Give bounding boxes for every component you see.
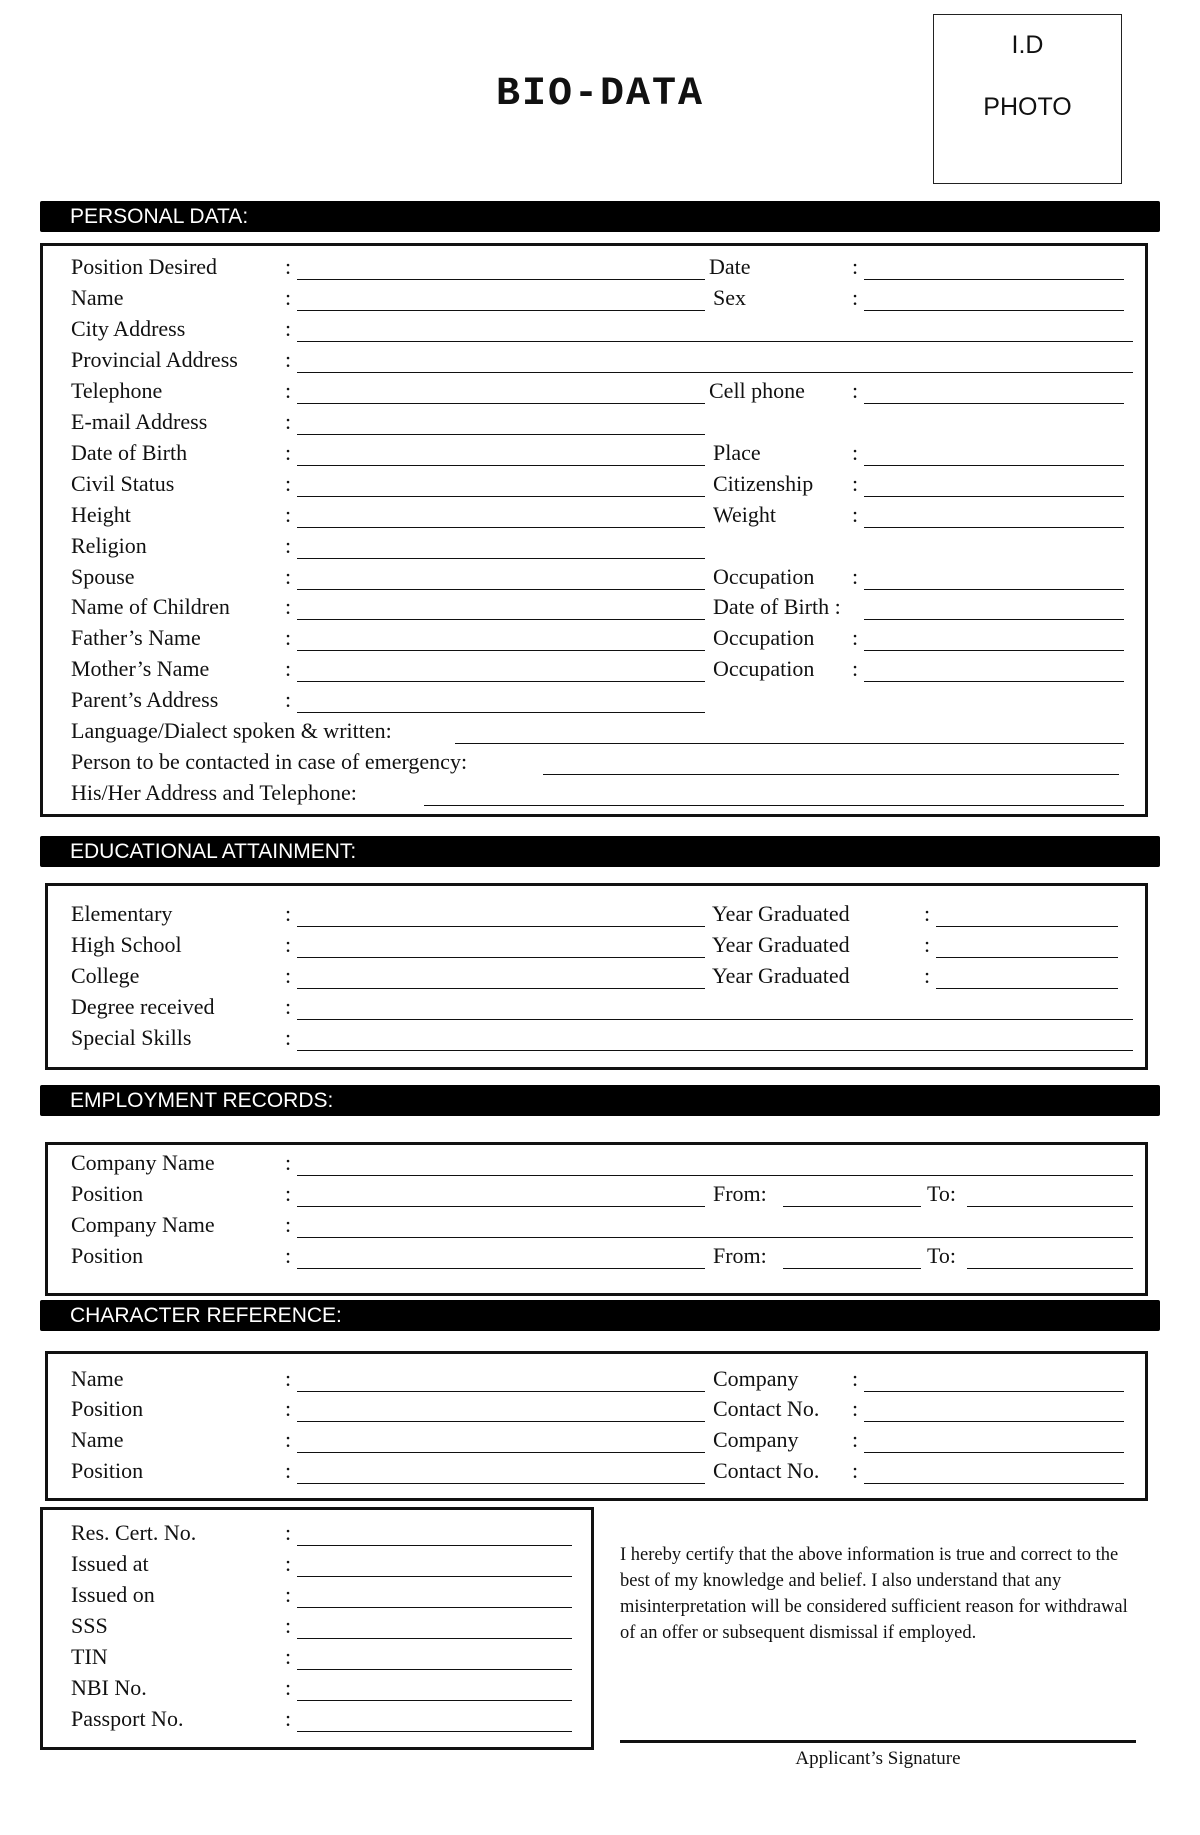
colon: : — [285, 1582, 292, 1607]
label-reference-company-1: Company — [713, 1366, 799, 1391]
field-email[interactable] — [297, 434, 705, 435]
label-elementary: Elementary — [71, 901, 173, 926]
colon: : — [285, 656, 292, 681]
signature-line[interactable] — [620, 1740, 1136, 1743]
colon: : — [285, 285, 292, 310]
section-header-employment-records: EMPLOYMENT RECORDS: — [40, 1085, 1160, 1116]
field-reference-position-2[interactable] — [297, 1483, 705, 1484]
colon: : — [285, 1675, 292, 1700]
label-emergency-contact: Person to be contacted in case of emergency: — [71, 749, 468, 774]
label-date: Date — [709, 254, 751, 279]
label-religion: Religion — [71, 533, 147, 558]
field-sex[interactable] — [864, 310, 1124, 311]
photo-label-line2: PHOTO — [983, 93, 1072, 121]
label-issued-on: Issued on — [71, 1582, 155, 1607]
label-special-skills: Special Skills — [71, 1025, 192, 1050]
label-email: E-mail Address — [71, 409, 208, 434]
field-to-2[interactable] — [967, 1268, 1133, 1269]
field-reference-contact-2[interactable] — [864, 1483, 1124, 1484]
label-name: Name — [71, 285, 124, 310]
label-passport-no: Passport No. — [71, 1706, 184, 1731]
section-header-personal-data: PERSONAL DATA: — [40, 201, 1160, 232]
field-cell-phone[interactable] — [864, 403, 1124, 404]
field-citizenship[interactable] — [864, 496, 1124, 497]
colon: : — [285, 1212, 292, 1237]
label-year-graduated-high-school: Year Graduated — [712, 932, 850, 957]
photo-label-line1: I.D — [1011, 31, 1044, 59]
colon: : — [924, 932, 931, 957]
label-reference-name-1: Name — [71, 1366, 124, 1391]
field-reference-name-1[interactable] — [297, 1391, 705, 1392]
label-to-2: To: — [927, 1243, 957, 1268]
label-tin: TIN — [71, 1644, 108, 1669]
colon: : — [285, 1025, 292, 1050]
education-box — [45, 883, 1148, 1070]
field-children-date-of-birth[interactable] — [864, 619, 1124, 620]
field-year-graduated-college[interactable] — [936, 988, 1118, 989]
field-year-graduated-high-school[interactable] — [936, 957, 1118, 958]
field-from-1[interactable] — [783, 1206, 921, 1207]
reference-box — [45, 1351, 1148, 1501]
label-from-2: From: — [713, 1243, 767, 1268]
colon: : — [285, 1366, 292, 1391]
colon: : — [285, 594, 292, 619]
field-nbi-no[interactable] — [297, 1700, 572, 1701]
certification-statement: I hereby certify that the above information is true and correct to the best of my knowledge and belief. I also understand that any misinterpretation will be considered sufficient reason for withdrawal of an offer or subsequent dismissal if employed. — [620, 1545, 1128, 1643]
section-header-educational-attainment: EDUCATIONAL ATTAINMENT: — [40, 836, 1160, 867]
field-language[interactable] — [455, 743, 1124, 744]
colon: : — [285, 1458, 292, 1483]
colon: : — [285, 502, 292, 527]
colon: : — [924, 901, 931, 926]
label-position-1: Position — [71, 1181, 144, 1206]
colon: : — [285, 687, 292, 712]
label-spouse: Spouse — [71, 564, 135, 589]
colon: : — [285, 564, 292, 589]
field-reference-position-1[interactable] — [297, 1421, 705, 1422]
colon: : — [285, 625, 292, 650]
field-emergency-contact[interactable] — [543, 774, 1119, 775]
field-reference-company-2[interactable] — [864, 1452, 1124, 1453]
field-sss[interactable] — [297, 1638, 572, 1639]
colon: : — [285, 1427, 292, 1452]
field-height[interactable] — [297, 527, 705, 528]
colon: : — [852, 1366, 859, 1391]
colon: : — [285, 1644, 292, 1669]
label-name-of-children: Name of Children — [71, 594, 230, 619]
label-college: College — [71, 963, 140, 988]
label-citizenship: Citizenship — [713, 471, 814, 496]
label-reference-name-2: Name — [71, 1427, 124, 1452]
label-weight: Weight — [713, 502, 776, 527]
field-date-of-birth[interactable] — [297, 465, 705, 466]
field-city-address[interactable] — [297, 341, 1133, 342]
label-issued-at: Issued at — [71, 1551, 149, 1576]
colon: : — [285, 963, 292, 988]
field-special-skills[interactable] — [297, 1050, 1133, 1051]
field-degree-received[interactable] — [297, 1019, 1133, 1020]
colon: : — [852, 1458, 859, 1483]
label-from-1: From: — [713, 1181, 767, 1206]
label-children-date-of-birth: Date of Birth : — [713, 594, 841, 619]
label-father-occupation: Occupation — [713, 625, 815, 650]
field-provincial-address[interactable] — [297, 372, 1133, 373]
field-religion[interactable] — [297, 558, 705, 559]
label-to-1: To: — [927, 1181, 957, 1206]
colon: : — [285, 994, 292, 1019]
label-place: Place — [713, 440, 761, 465]
label-parents-address: Parent’s Address — [71, 687, 219, 712]
colon: : — [285, 1520, 292, 1545]
label-reference-contact-1: Contact No. — [713, 1396, 820, 1421]
colon: : — [852, 285, 859, 310]
colon: : — [285, 901, 292, 926]
field-reference-company-1[interactable] — [864, 1391, 1124, 1392]
section-header-character-reference: CHARACTER REFERENCE: — [40, 1300, 1160, 1331]
colon: : — [285, 1551, 292, 1576]
label-year-graduated-college: Year Graduated — [712, 963, 850, 988]
label-reference-position-2: Position — [71, 1458, 144, 1483]
label-reference-position-1: Position — [71, 1396, 144, 1421]
field-father-occupation[interactable] — [864, 650, 1124, 651]
colon: : — [285, 378, 292, 403]
field-issued-on[interactable] — [297, 1607, 572, 1608]
label-mother-occupation: Occupation — [713, 656, 815, 681]
label-date-of-birth: Date of Birth — [71, 440, 188, 465]
field-reference-name-2[interactable] — [297, 1452, 705, 1453]
field-position-2[interactable] — [297, 1268, 705, 1269]
colon: : — [285, 316, 292, 341]
field-spouse-occupation[interactable] — [864, 589, 1124, 590]
field-tin[interactable] — [297, 1669, 572, 1670]
field-parents-address[interactable] — [297, 712, 705, 713]
field-company-name-2[interactable] — [297, 1237, 1133, 1238]
field-place[interactable] — [864, 465, 1124, 466]
colon: : — [285, 1706, 292, 1731]
label-reference-contact-2: Contact No. — [713, 1458, 820, 1483]
colon: : — [852, 502, 859, 527]
colon: : — [285, 254, 292, 279]
label-civil-status: Civil Status — [71, 471, 175, 496]
field-position-1[interactable] — [297, 1206, 705, 1207]
colon: : — [285, 1181, 292, 1206]
field-spouse[interactable] — [297, 589, 705, 590]
label-language: Language/Dialect spoken & written: — [71, 718, 392, 743]
colon: : — [852, 1427, 859, 1452]
colon: : — [285, 347, 292, 372]
field-mother-occupation[interactable] — [864, 681, 1124, 682]
label-year-graduated-elementary: Year Graduated — [712, 901, 850, 926]
field-name[interactable] — [297, 310, 705, 311]
colon: : — [852, 1396, 859, 1421]
colon: : — [285, 1396, 292, 1421]
form-title: BIO-DATA — [495, 72, 705, 117]
label-company-name-1: Company Name — [71, 1150, 215, 1175]
colon: : — [285, 932, 292, 957]
label-telephone: Telephone — [71, 378, 163, 403]
colon: : — [285, 533, 292, 558]
colon: : — [852, 378, 859, 403]
label-reference-company-2: Company — [713, 1427, 799, 1452]
signature-label: Applicant’s Signature — [795, 1748, 961, 1769]
colon: : — [285, 1613, 292, 1638]
label-cell-phone: Cell phone — [709, 378, 805, 403]
colon: : — [852, 656, 859, 681]
field-mothers-name[interactable] — [297, 681, 705, 682]
label-mothers-name: Mother’s Name — [71, 656, 210, 681]
label-spouse-occupation: Occupation — [713, 564, 815, 589]
label-company-name-2: Company Name — [71, 1212, 215, 1237]
field-company-name-1[interactable] — [297, 1175, 1133, 1176]
id-photo-box[interactable] — [933, 14, 1122, 184]
field-reference-contact-1[interactable] — [864, 1421, 1124, 1422]
colon: : — [852, 625, 859, 650]
field-name-of-children[interactable] — [297, 619, 705, 620]
colon: : — [285, 1150, 292, 1175]
field-telephone[interactable] — [297, 403, 705, 404]
field-date[interactable] — [864, 279, 1124, 280]
field-passport-no[interactable] — [297, 1731, 572, 1732]
label-sss: SSS — [71, 1613, 108, 1638]
colon: : — [285, 1243, 292, 1268]
label-res-cert-no: Res. Cert. No. — [71, 1520, 197, 1545]
colon: : — [285, 409, 292, 434]
field-issued-at[interactable] — [297, 1576, 572, 1577]
colon: : — [852, 440, 859, 465]
field-high-school[interactable] — [297, 957, 705, 958]
colon: : — [285, 440, 292, 465]
field-weight[interactable] — [864, 527, 1124, 528]
label-fathers-name: Father’s Name — [71, 625, 201, 650]
field-year-graduated-elementary[interactable] — [936, 926, 1118, 927]
label-emergency-address: His/Her Address and Telephone: — [71, 780, 357, 805]
field-fathers-name[interactable] — [297, 650, 705, 651]
label-provincial-address: Provincial Address — [71, 347, 238, 372]
label-city-address: City Address — [71, 316, 186, 341]
colon: : — [924, 963, 931, 988]
label-sex: Sex — [713, 285, 746, 310]
label-high-school: High School — [71, 932, 182, 957]
colon: : — [285, 471, 292, 496]
label-position-desired: Position Desired — [71, 254, 218, 279]
field-emergency-address[interactable] — [424, 805, 1124, 806]
colon: : — [852, 471, 859, 496]
field-civil-status[interactable] — [297, 496, 705, 497]
field-res-cert-no[interactable] — [297, 1545, 572, 1546]
label-position-2: Position — [71, 1243, 144, 1268]
colon: : — [852, 564, 859, 589]
field-to-1[interactable] — [967, 1206, 1133, 1207]
field-position-desired[interactable] — [297, 279, 705, 280]
field-college[interactable] — [297, 988, 705, 989]
field-from-2[interactable] — [783, 1268, 921, 1269]
label-height: Height — [71, 502, 131, 527]
colon: : — [852, 254, 859, 279]
label-degree-received: Degree received — [71, 994, 215, 1019]
field-elementary[interactable] — [297, 926, 705, 927]
label-nbi-no: NBI No. — [71, 1675, 147, 1700]
